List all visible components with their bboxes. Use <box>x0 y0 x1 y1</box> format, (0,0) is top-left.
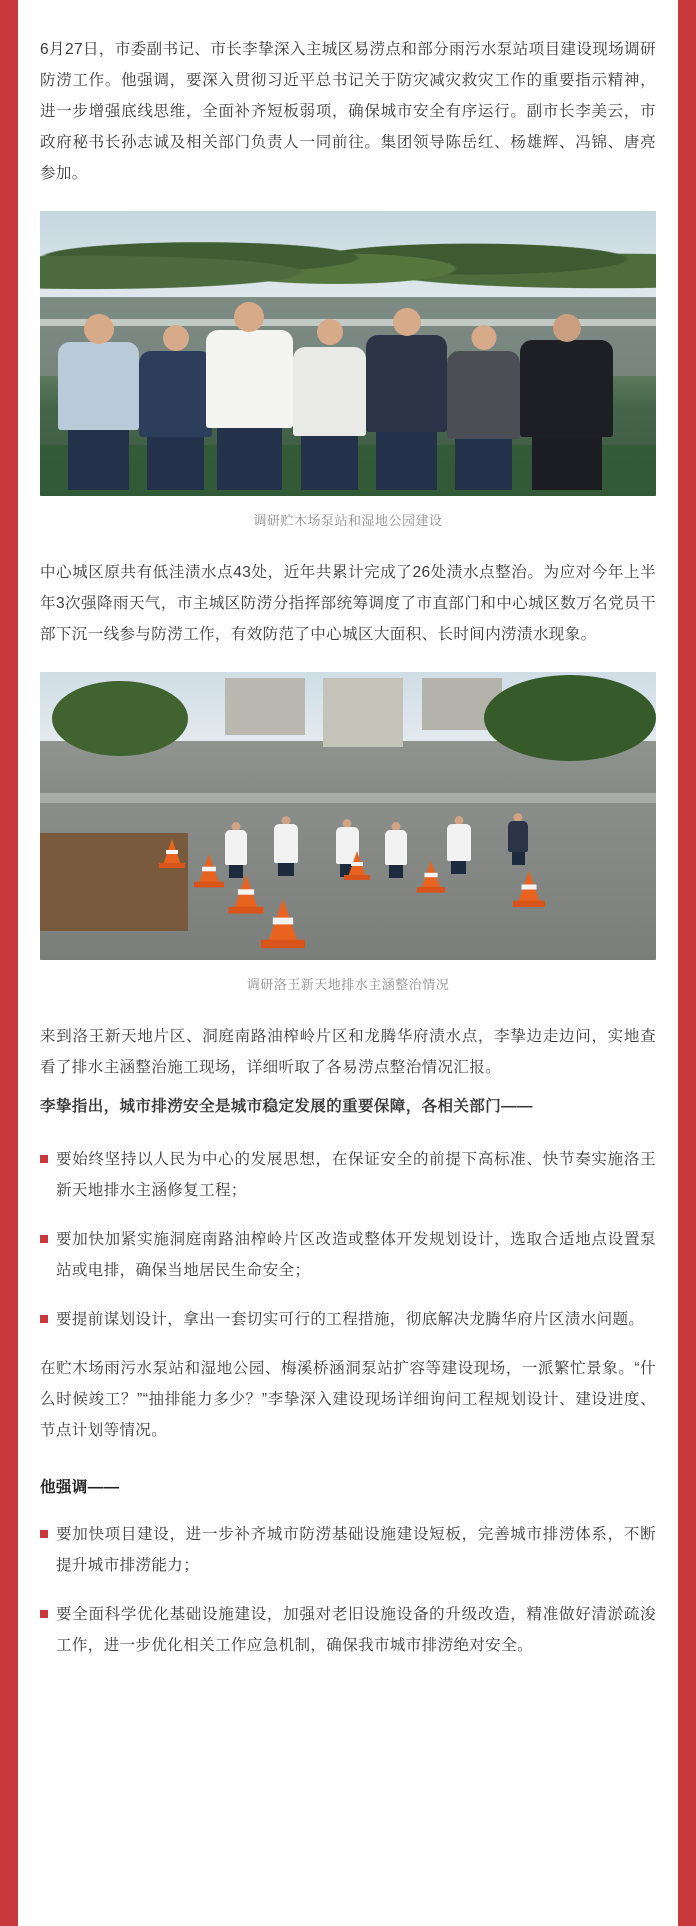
section-heading: 他强调—— <box>40 1479 120 1496</box>
person-figure <box>225 822 247 878</box>
person-figure <box>447 816 471 874</box>
street-traffic-cones-photo <box>40 672 656 960</box>
list-item-text: 要加快项目建设，进一步补齐城市防涝基础设施建设短板，完善城市排涝体系，不断提升城市排涝能力； <box>56 1526 656 1574</box>
square-bullet-icon <box>40 1610 48 1618</box>
square-bullet-icon <box>40 1530 48 1538</box>
list-item <box>40 1144 656 1206</box>
paragraph-3-bold: 李挚指出，城市排涝安全是城市稳定发展的重要保障，各相关部门—— <box>40 1098 533 1115</box>
photo2-tree <box>52 681 188 756</box>
paragraph-4: 在贮木场雨污水泵站和湿地公园、梅溪桥涵洞泵站扩容等建设现场，一派繁忙景象。“什么时候竣工？”“抽排能力多少？”李挚深入建设现场详细询问工程规划设计、建设进度、节点计划等情况。 <box>40 1360 656 1439</box>
person-figure <box>274 816 298 876</box>
figure-2-caption: 调研洛王新天地排水主涵整治情况 <box>246 977 450 992</box>
right-accent-bar <box>678 0 696 1926</box>
paragraph-3: 来到洛王新天地片区、洞庭南路油榨岭片区和龙腾华府渍水点，李挚边走边问，实地查看了排水主涵整治施工现场，详细听取了各易涝点整治情况汇报。 <box>40 1028 656 1076</box>
traffic-cone <box>268 899 299 943</box>
square-bullet-icon <box>40 1315 48 1323</box>
paragraph-2: 中心城区原共有低洼渍水点43处，近年共累计完成了26处渍水点整治。为应对今年上半年3次强降雨天气，市主城区防涝分指挥部统筹调度了市直部门和中心城区数万名党员干部下沉一线参与防涝工作，有效防范了中心城区大面积、长时间内涝渍水现象。 <box>40 564 656 643</box>
list-item <box>40 1519 656 1581</box>
person-figure <box>520 314 612 491</box>
square-bullet-icon <box>40 1155 48 1163</box>
list-item <box>40 1224 656 1286</box>
person-figure <box>293 319 367 490</box>
person-figure <box>206 302 292 490</box>
list-item <box>40 1599 656 1661</box>
figure-2 <box>40 672 656 993</box>
traffic-cone <box>199 854 220 884</box>
photo1-trees <box>40 228 656 302</box>
person-figure <box>366 308 446 490</box>
paragraph-1: 6月27日，市委副书记、市长李挚深入主城区易涝点和部分雨污水泵站项目建设现场调研防涝工作。他强调，要深入贯彻习近平总书记关于防灾减灾救灾工作的重要指示精神，进一步增强底线思维，全面补齐短板弱项，确保城市安全有序运行。副市长李美云，市政府秘书长孙志诚及相关部门负责人一同前往。集团领导陈岳红、杨雄辉、冯锦、唐亮参加。 <box>40 41 656 182</box>
list-item <box>40 1304 656 1335</box>
photo2-curb <box>40 793 656 803</box>
traffic-cone <box>234 875 258 910</box>
traffic-cone <box>518 870 541 903</box>
person-figure <box>508 813 528 865</box>
person-figure <box>139 325 213 490</box>
left-accent-bar <box>0 0 18 1926</box>
traffic-cone <box>421 861 441 890</box>
person-figure <box>385 822 407 878</box>
traffic-cone <box>163 839 181 865</box>
photo2-building <box>323 678 403 747</box>
square-bullet-icon <box>40 1235 48 1243</box>
article-content <box>18 0 678 1709</box>
list-item-text: 要始终坚持以人民为中心的发展思想，在保证安全的前提下高标准、快节奏实施洛王新天地排水主涵修复工程； <box>56 1151 656 1199</box>
list-item-text: 要提前谋划设计，拿出一套切实可行的工程措施，彻底解决龙腾华府片区渍水问题。 <box>56 1311 645 1328</box>
officials-walking-site-photo <box>40 211 656 496</box>
list-item-text: 要全面科学优化基础设施建设，加强对老旧设施设备的升级改造，精准做好清淤疏浚工作，进一步优化相关工作应急机制，确保我市城市排涝绝对安全。 <box>56 1606 656 1654</box>
photo2-tree <box>484 675 656 761</box>
photo2-building <box>225 678 305 736</box>
person-figure <box>58 314 138 491</box>
list-item-text: 要加快加紧实施洞庭南路油榨岭片区改造或整体开发规划设计，选取合适地点设置泵站或电排，确保当地居民生命安全； <box>56 1231 656 1279</box>
traffic-cone <box>348 851 366 877</box>
person-figure <box>447 325 521 490</box>
figure-1-caption: 调研贮木场泵站和湿地公园建设 <box>253 513 443 528</box>
figure-1 <box>40 211 656 529</box>
